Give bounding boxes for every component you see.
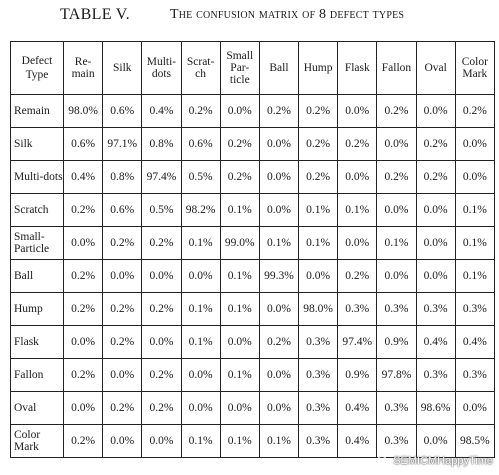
table-cell: 0.2% bbox=[259, 95, 298, 128]
table-cell: 0.4% bbox=[455, 326, 494, 359]
table-cell: 0.0% bbox=[416, 95, 455, 128]
matrix-body bbox=[11, 42, 495, 458]
table-cell: 0.0% bbox=[64, 392, 103, 425]
table-cell: 0.0% bbox=[377, 194, 416, 227]
table-cell: 0.0% bbox=[181, 260, 220, 293]
table-cell: 0.0% bbox=[299, 260, 338, 293]
table-cell: 0.3% bbox=[455, 293, 494, 326]
row-header: Remain bbox=[11, 95, 64, 128]
table-caption bbox=[0, 6, 499, 28]
table-cell: 0.2% bbox=[299, 128, 338, 161]
diagonal-cell: 97.1% bbox=[103, 128, 142, 161]
table-cell: 0.0% bbox=[259, 359, 298, 392]
table-cell: 0.3% bbox=[416, 359, 455, 392]
table-cell: 0.1% bbox=[220, 194, 259, 227]
column-header: Flask bbox=[338, 42, 377, 95]
table-cell: 0.0% bbox=[455, 392, 494, 425]
row-header: Silk bbox=[11, 128, 64, 161]
column-header: Fallon bbox=[377, 42, 416, 95]
table-cell: 0.2% bbox=[299, 161, 338, 194]
table-cell: 0.2% bbox=[142, 293, 181, 326]
table-cell: 0.2% bbox=[377, 161, 416, 194]
table-cell: 0.0% bbox=[103, 359, 142, 392]
table-cell: 0.0% bbox=[220, 392, 259, 425]
table-cell: 0.1% bbox=[181, 326, 220, 359]
table-cell: 0.2% bbox=[142, 227, 181, 260]
table-cell: 0.3% bbox=[455, 359, 494, 392]
table-cell: 0.0% bbox=[338, 95, 377, 128]
table-cell: 0.2% bbox=[103, 227, 142, 260]
table-cell: 0.1% bbox=[455, 227, 494, 260]
column-header: Oval bbox=[416, 42, 455, 95]
table-cell: 0.1% bbox=[181, 293, 220, 326]
table-cell: 0.2% bbox=[181, 95, 220, 128]
column-header: Hump bbox=[299, 42, 338, 95]
table-row bbox=[11, 161, 495, 194]
table-row bbox=[11, 392, 495, 425]
table-cell: 0.0% bbox=[142, 326, 181, 359]
diagonal-cell: 98.5% bbox=[455, 425, 494, 458]
column-header: Color Mark bbox=[455, 42, 494, 95]
table-cell: 0.2% bbox=[377, 95, 416, 128]
table-cell: 0.0% bbox=[338, 161, 377, 194]
table-cell: 0.1% bbox=[455, 260, 494, 293]
table-cell: 0.0% bbox=[377, 260, 416, 293]
table-cell: 0.0% bbox=[181, 359, 220, 392]
table-cell: 0.0% bbox=[64, 326, 103, 359]
table-cell: 0.0% bbox=[416, 425, 455, 458]
table-cell: 0.0% bbox=[338, 227, 377, 260]
diagonal-cell: 97.4% bbox=[142, 161, 181, 194]
table-cell: 0.2% bbox=[220, 128, 259, 161]
table-cell: 0.2% bbox=[64, 425, 103, 458]
row-header: Fallon bbox=[11, 359, 64, 392]
table-cell: 0.2% bbox=[299, 95, 338, 128]
table-cell: 0.0% bbox=[259, 161, 298, 194]
table-cell: 0.1% bbox=[220, 359, 259, 392]
table-cell: 0.1% bbox=[259, 227, 298, 260]
table-cell: 0.0% bbox=[181, 392, 220, 425]
table-cell: 0.4% bbox=[142, 95, 181, 128]
table-row bbox=[11, 194, 495, 227]
table-cell: 0.2% bbox=[103, 326, 142, 359]
table-cell: 0.0% bbox=[455, 161, 494, 194]
table-cell: 0.5% bbox=[181, 161, 220, 194]
table-cell: 0.1% bbox=[299, 227, 338, 260]
table-cell: 0.0% bbox=[455, 128, 494, 161]
table-cell: 0.2% bbox=[64, 194, 103, 227]
table-cell: 0.3% bbox=[416, 293, 455, 326]
column-header: Multi-dots bbox=[142, 42, 181, 95]
table-cell: 0.1% bbox=[181, 227, 220, 260]
table-cell: 0.2% bbox=[455, 95, 494, 128]
table-cell: 0.1% bbox=[299, 194, 338, 227]
table-cell: 0.1% bbox=[181, 425, 220, 458]
diagonal-cell: 99.0% bbox=[220, 227, 259, 260]
row-header: Flask bbox=[11, 326, 64, 359]
table-cell: 0.2% bbox=[338, 260, 377, 293]
diagonal-cell: 97.8% bbox=[377, 359, 416, 392]
table-cell: 0.2% bbox=[142, 392, 181, 425]
table-cell: 0.0% bbox=[64, 227, 103, 260]
diagonal-cell: 98.0% bbox=[299, 293, 338, 326]
table-cell: 0.0% bbox=[416, 194, 455, 227]
row-header: Oval bbox=[11, 392, 64, 425]
table-row bbox=[11, 227, 495, 260]
table-number: TABLE V. bbox=[60, 6, 130, 23]
column-header: Scrat-ch bbox=[181, 42, 220, 95]
table-cell: 0.2% bbox=[416, 128, 455, 161]
table-cell: 0.6% bbox=[103, 194, 142, 227]
table-row bbox=[11, 326, 495, 359]
table-cell: 0.8% bbox=[103, 161, 142, 194]
table-cell: 0.1% bbox=[338, 194, 377, 227]
table-row bbox=[11, 95, 495, 128]
table-title: The confusion matrix of 8 defect types bbox=[170, 7, 405, 22]
row-header: Color Mark bbox=[11, 425, 64, 458]
table-cell: 0.2% bbox=[220, 161, 259, 194]
table-cell: 0.4% bbox=[416, 326, 455, 359]
header-row bbox=[11, 42, 495, 95]
table-cell: 0.8% bbox=[142, 128, 181, 161]
table-cell: 0.9% bbox=[338, 359, 377, 392]
corner-header: Defect Type bbox=[11, 42, 64, 95]
row-header: Scratch bbox=[11, 194, 64, 227]
table-cell: 0.4% bbox=[338, 425, 377, 458]
table-cell: 0.2% bbox=[338, 128, 377, 161]
watermark-text: SEMICMHappyTime bbox=[393, 455, 493, 467]
table-cell: 0.3% bbox=[299, 326, 338, 359]
table-cell: 0.2% bbox=[103, 293, 142, 326]
table-cell: 0.4% bbox=[64, 161, 103, 194]
diagonal-cell: 98.6% bbox=[416, 392, 455, 425]
table-cell: 0.0% bbox=[416, 260, 455, 293]
table-cell: 0.6% bbox=[103, 95, 142, 128]
table-cell: 0.1% bbox=[259, 425, 298, 458]
table-cell: 0.1% bbox=[220, 293, 259, 326]
table-cell: 0.3% bbox=[377, 425, 416, 458]
table-cell: 0.2% bbox=[142, 359, 181, 392]
row-header: Multi-dots bbox=[11, 161, 64, 194]
table-cell: 0.3% bbox=[299, 425, 338, 458]
table-cell: 0.1% bbox=[220, 425, 259, 458]
table-cell: 0.6% bbox=[64, 128, 103, 161]
table-cell: 0.2% bbox=[64, 260, 103, 293]
confusion-matrix-table bbox=[10, 41, 495, 458]
table-cell: 0.1% bbox=[220, 260, 259, 293]
table-cell: 0.0% bbox=[103, 425, 142, 458]
table-cell: 0.3% bbox=[338, 293, 377, 326]
table-cell: 0.0% bbox=[103, 260, 142, 293]
table-cell: 0.2% bbox=[416, 161, 455, 194]
table-cell: 0.0% bbox=[142, 425, 181, 458]
table-cell: 0.0% bbox=[142, 260, 181, 293]
table-cell: 0.3% bbox=[377, 392, 416, 425]
table-cell: 0.2% bbox=[103, 392, 142, 425]
table-cell: 0.0% bbox=[259, 293, 298, 326]
table-cell: 0.2% bbox=[64, 293, 103, 326]
table-cell: 0.0% bbox=[416, 227, 455, 260]
table-row bbox=[11, 425, 495, 458]
row-header: Small-Particle bbox=[11, 227, 64, 260]
table-cell: 0.2% bbox=[259, 326, 298, 359]
table-cell: 0.2% bbox=[64, 359, 103, 392]
table-row bbox=[11, 128, 495, 161]
table-cell: 0.0% bbox=[259, 194, 298, 227]
table-cell: 0.1% bbox=[377, 227, 416, 260]
table-cell: 0.3% bbox=[299, 359, 338, 392]
diagonal-cell: 99.3% bbox=[259, 260, 298, 293]
column-header: Re-main bbox=[64, 42, 103, 95]
diagonal-cell: 97.4% bbox=[338, 326, 377, 359]
table-cell: 0.5% bbox=[142, 194, 181, 227]
column-header: Small Par-ticle bbox=[220, 42, 259, 95]
table-cell: 0.9% bbox=[377, 326, 416, 359]
table-cell: 0.0% bbox=[259, 128, 298, 161]
row-header: Ball bbox=[11, 260, 64, 293]
diagonal-cell: 98.2% bbox=[181, 194, 220, 227]
table-row bbox=[11, 260, 495, 293]
table-cell: 0.0% bbox=[220, 95, 259, 128]
table-row bbox=[11, 293, 495, 326]
table-cell: 0.6% bbox=[181, 128, 220, 161]
table-cell: 0.0% bbox=[220, 326, 259, 359]
row-header: Hump bbox=[11, 293, 64, 326]
table-cell: 0.3% bbox=[299, 392, 338, 425]
table-row bbox=[11, 359, 495, 392]
table-cell: 0.0% bbox=[377, 128, 416, 161]
table-cell: 0.1% bbox=[455, 194, 494, 227]
diagonal-cell: 98.0% bbox=[64, 95, 103, 128]
column-header: Silk bbox=[103, 42, 142, 95]
table-cell: 0.3% bbox=[377, 293, 416, 326]
table-cell: 0.0% bbox=[259, 392, 298, 425]
table-cell: 0.4% bbox=[338, 392, 377, 425]
column-header: Ball bbox=[259, 42, 298, 95]
